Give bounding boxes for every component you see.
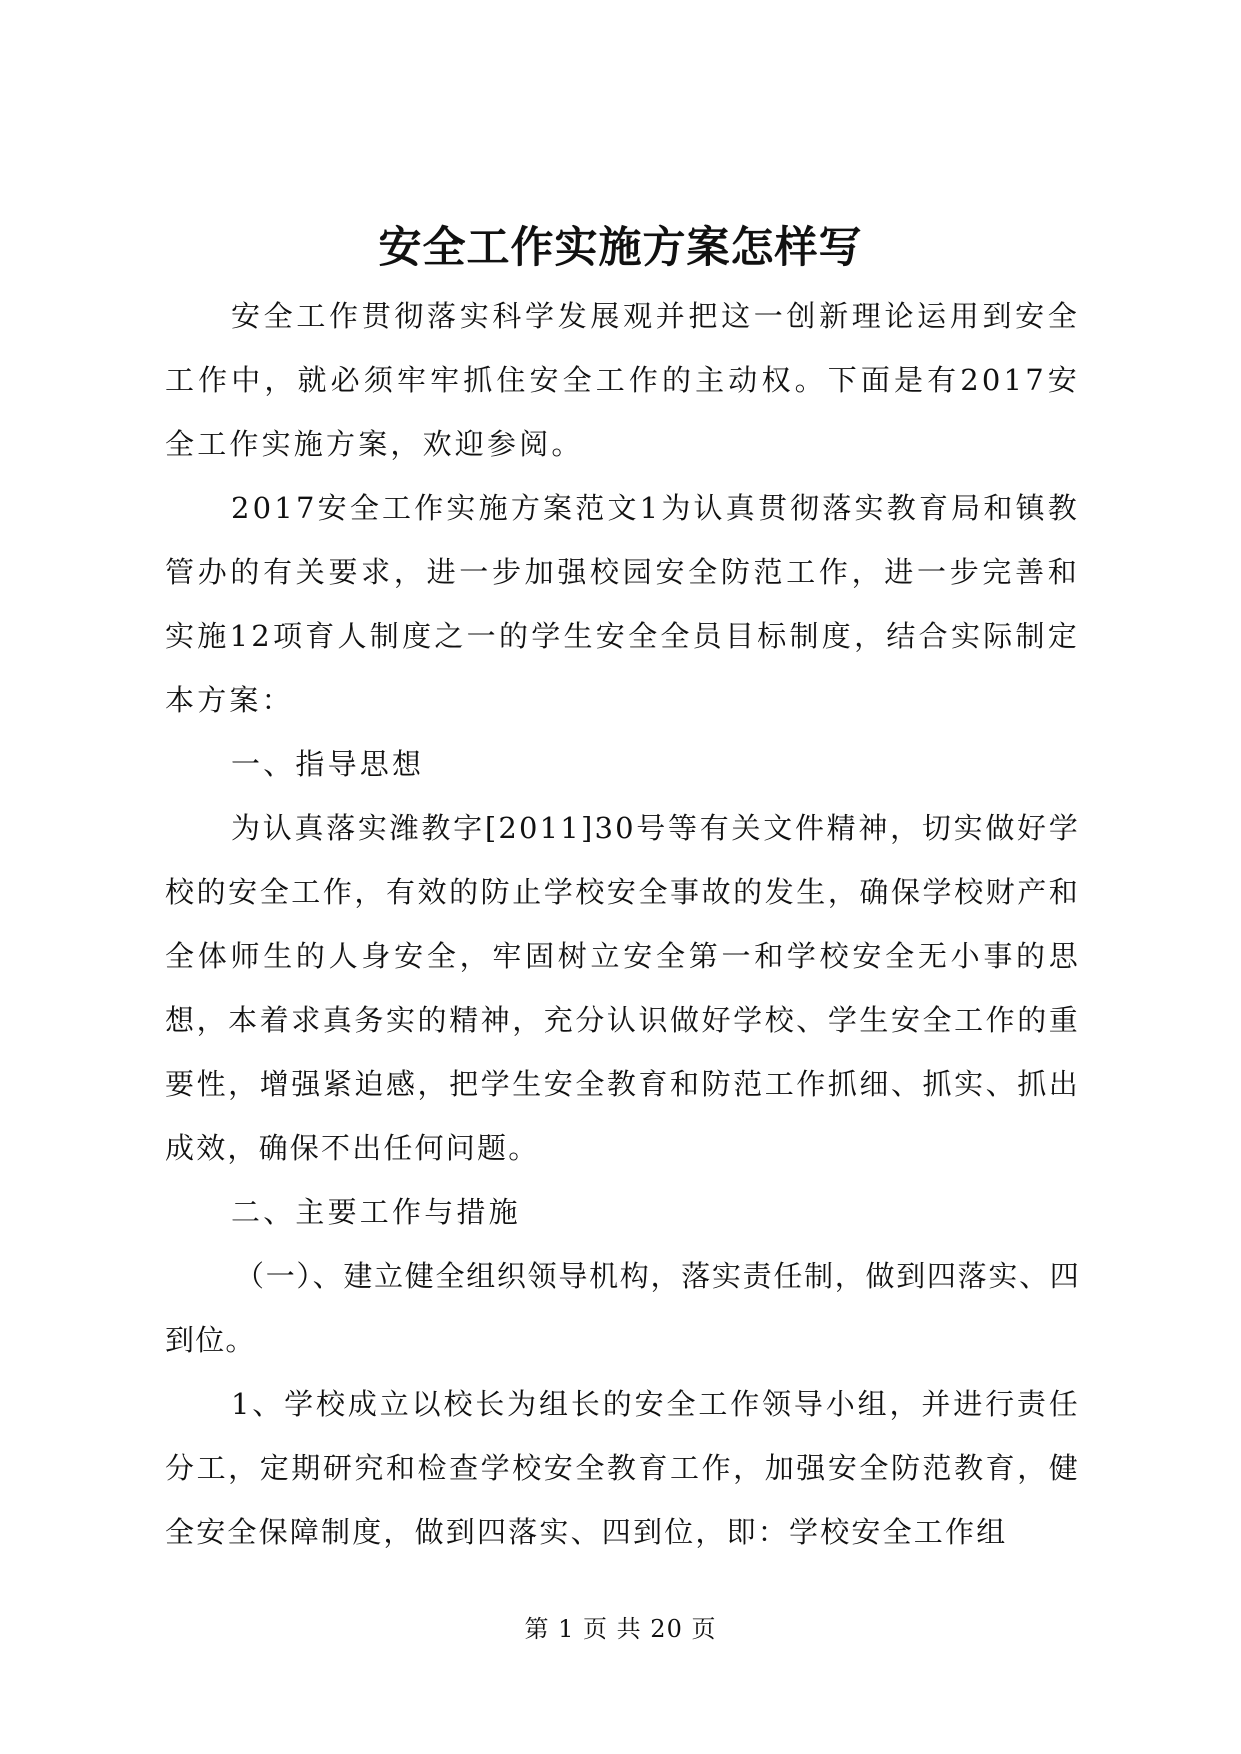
heading-main-work: 二、主要工作与措施 <box>231 1195 521 1229</box>
subheading-organization: （一）、建立健全组织领导机构，落实责任制，做到四落实、四到位。 <box>165 1259 1080 1357</box>
page-number: 第 1 页 共 20 页 <box>524 1615 717 1643</box>
paragraph-sample-intro: 2017安全工作实施方案范文1为认真贯彻落实教育局和镇教管办的有关要求，进一步加强校园安全防范工作，进一步完善和实施12项育人制度之一的学生安全全员目标制度，结合实际制定本方案： <box>165 491 1080 717</box>
document-body <box>165 284 1080 1564</box>
document-title: 安全工作实施方案怎样写 <box>378 223 863 273</box>
paragraph-guiding-ideology: 为认真落实潍教字[2011]30号等有关文件精神，切实做好学校的安全工作，有效的防止学校安全事故的发生，确保学校财产和全体师生的人身安全，牢固树立安全第一和学校安全无小事的思想，本着求真务实的精神，充分认识做好学校、学生安全工作的重要性，增强紧迫感，把学生安全教育和防范工作抓细、抓实、抓出成效，确保不出任何问题。 <box>165 811 1080 1165</box>
paragraph-intro: 安全工作贯彻落实科学发展观并把这一创新理论运用到安全工作中，就必须牢牢抓住安全工作的主动权。下面是有2017安全工作实施方案，欢迎参阅。 <box>165 299 1080 461</box>
heading-guiding-ideology: 一、指导思想 <box>231 747 425 781</box>
paragraph-item-1: 1、学校成立以校长为组长的安全工作领导小组，并进行责任分工，定期研究和检查学校安全教育工作，加强安全防范教育，健全安全保障制度，做到四落实、四到位，即：学校安全工作组 <box>165 1387 1080 1549</box>
